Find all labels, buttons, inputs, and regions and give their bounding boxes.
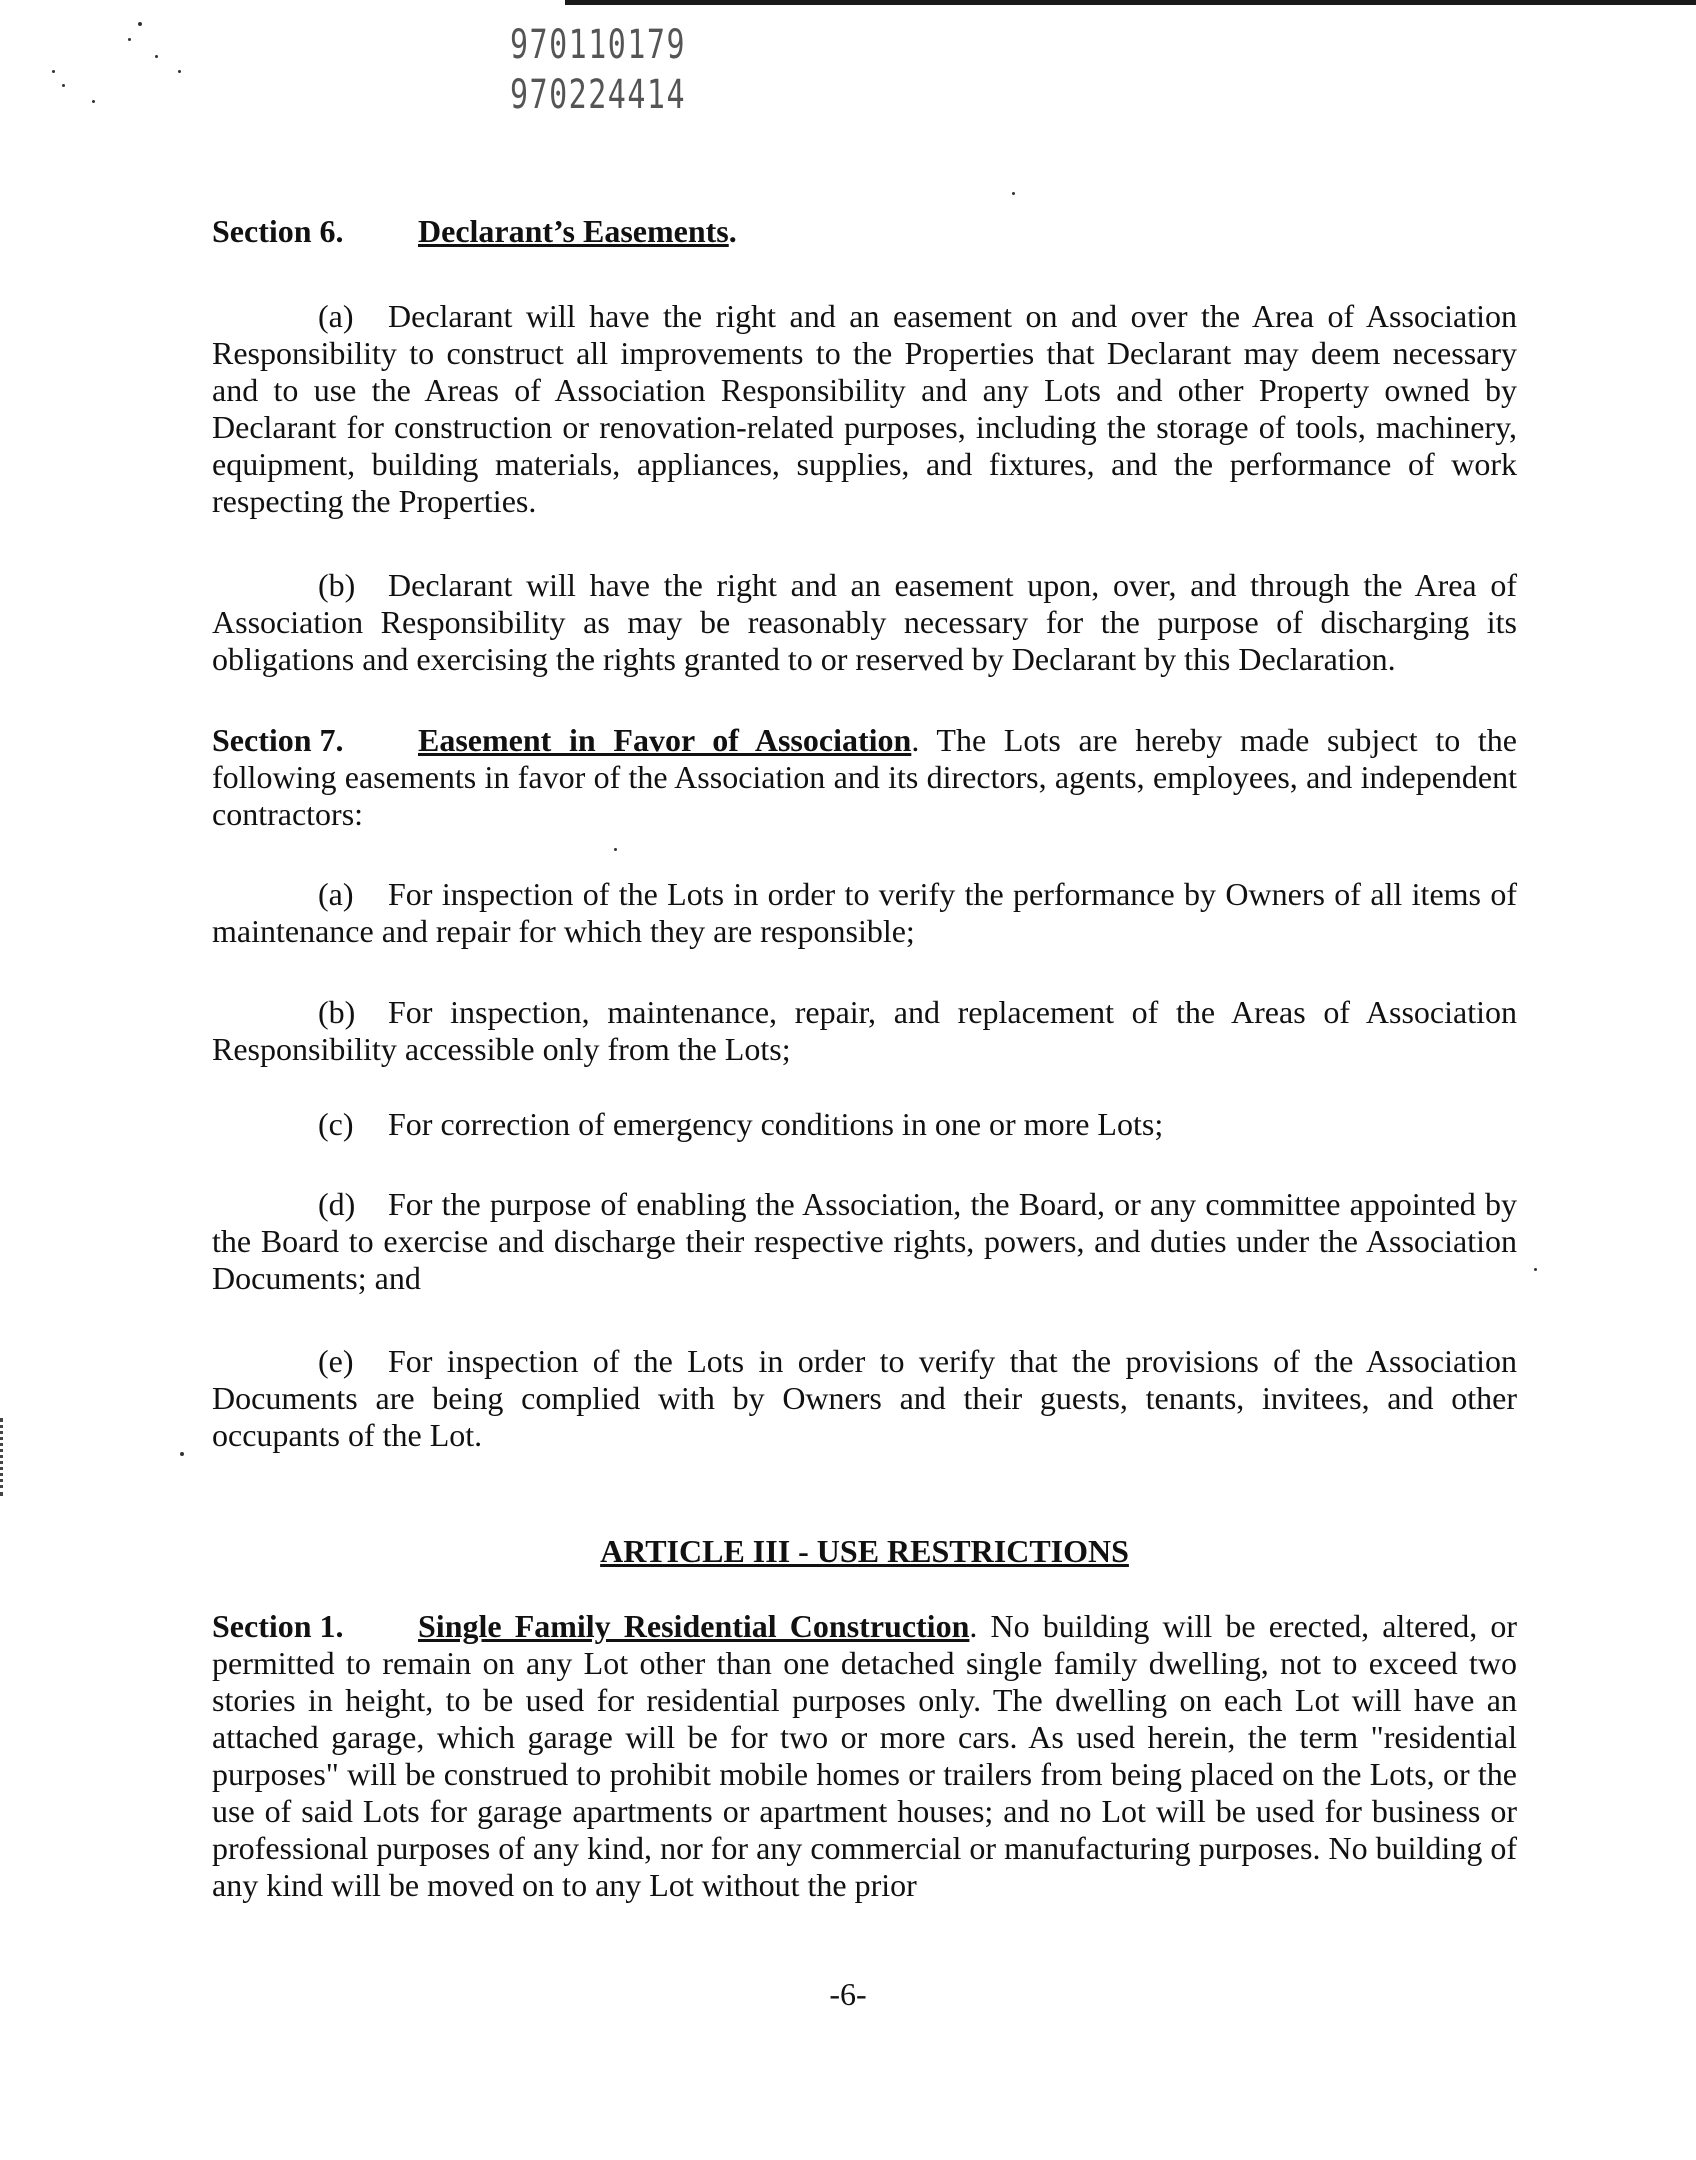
section-7-intro: . The Lots are hereby made subject to the following easements in favor of the Association and its directors, agents, employees, and independent contractors:: [212, 722, 1518, 832]
paragraph-text: Declarant will have the right and an easement upon, over, and through the Area of Association Responsibility as may be reasonably necessary for the purpose of discharging its obligations and exercising the rights granted to or reserved by Declarant by this Declaration.: [212, 567, 1517, 677]
section-6-paragraph-a: [212, 298, 1517, 520]
scan-speck: [128, 38, 131, 41]
paragraph-label: (b): [318, 567, 356, 603]
page-number: -6-: [829, 1976, 867, 2012]
scan-speck: [178, 70, 181, 73]
section-6-paragraph-b: [212, 567, 1517, 678]
top-scan-border: [565, 0, 1696, 5]
scan-speck: [614, 848, 617, 851]
section-7-item-b: [212, 994, 1517, 1068]
paragraph-text: For the purpose of enabling the Association, the Board, or any committee appointed by the Board to exercise and discharge their respective rights, powers, and duties under the Association Documents; and: [212, 1186, 1517, 1296]
article-3-section-1-label: Section 1.: [212, 1608, 344, 1644]
article-3-heading: ARTICLE III - USE RESTRICTIONS: [600, 1533, 1129, 1569]
document-stamp-number-2: 970224414: [510, 72, 687, 118]
scan-speck: [62, 84, 65, 87]
section-7-item-d: [212, 1186, 1517, 1297]
paragraph-text: For inspection of the Lots in order to verify that the provisions of the Association Documents are being complied with by Owners and their guests, tenants, invitees, and other occupants of the Lot.: [212, 1343, 1517, 1453]
scan-speck: [155, 55, 158, 58]
left-edge-mark: [0, 1418, 7, 1496]
scan-speck: [180, 1452, 184, 1456]
article-3-section-1-title: Single Family Residential Construction: [418, 1608, 970, 1644]
section-6-title: Declarant’s Easements: [418, 213, 729, 249]
section-6-heading: [212, 213, 1517, 250]
section-7-item-c: [212, 1106, 1517, 1143]
paragraph-label: (a): [318, 876, 354, 912]
section-6-title-punct: .: [728, 213, 737, 249]
section-7-title: Easement in Favor of Association: [418, 722, 912, 758]
document-stamp-number-1: 970110179: [510, 22, 687, 68]
scan-speck: [92, 100, 95, 103]
paragraph-text: Declarant will have the right and an easement on and over the Area of Association Responsibility to construct all improvements to the Properties that Declarant may deem necessary and to use the Areas of Association Responsibility and any Lots and other Property owned by Declarant for construction or renovation-related purposes, including the storage of tools, machinery, equipment, building materials, appliances, supplies, and fixtures, and the performance of work respecting the Properties.: [212, 298, 1517, 519]
section-7-paragraph: [212, 722, 1517, 833]
section-6-label: Section 6.: [212, 213, 344, 249]
article-3-section-1-text: . No building will be erected, altered, or permitted to remain on any Lot other than one detached single family dwelling, not to exceed two stories in height, to be used for residential purposes only. The dwelling on each Lot will have an attached garage, which garage will be for two or more cars. As used herein, the term "residential purposes" will be construed to prohibit mobile homes or trailers from being placed on the Lots, or the use of said Lots for garage apartments or apartment houses; and no Lot will be used for business or professional purposes of any kind, nor for any commercial or manufacturing purposes. No building of any kind will be moved on to any Lot without the prior: [212, 1608, 1518, 1903]
paragraph-label: (d): [318, 1186, 356, 1222]
paragraph-label: (e): [318, 1343, 354, 1379]
paragraph-label: (c): [318, 1106, 354, 1142]
scan-speck: [52, 70, 55, 73]
paragraph-text: For correction of emergency conditions in one or more Lots;: [388, 1106, 1164, 1142]
scan-speck: [1534, 1268, 1537, 1271]
section-7-item-a: [212, 876, 1517, 950]
paragraph-label: (a): [318, 298, 354, 334]
scan-speck: [138, 22, 142, 26]
paragraph-text: For inspection, maintenance, repair, and replacement of the Areas of Association Responsibility accessible only from the Lots;: [212, 994, 1517, 1067]
section-7-label: Section 7.: [212, 722, 344, 758]
paragraph-text: For inspection of the Lots in order to verify the performance by Owners of all items of maintenance and repair for which they are responsible;: [212, 876, 1517, 949]
scan-speck: [1012, 192, 1015, 195]
article-3-section-1: [212, 1608, 1517, 1904]
paragraph-label: (b): [318, 994, 356, 1030]
section-7-item-e: [212, 1343, 1517, 1454]
